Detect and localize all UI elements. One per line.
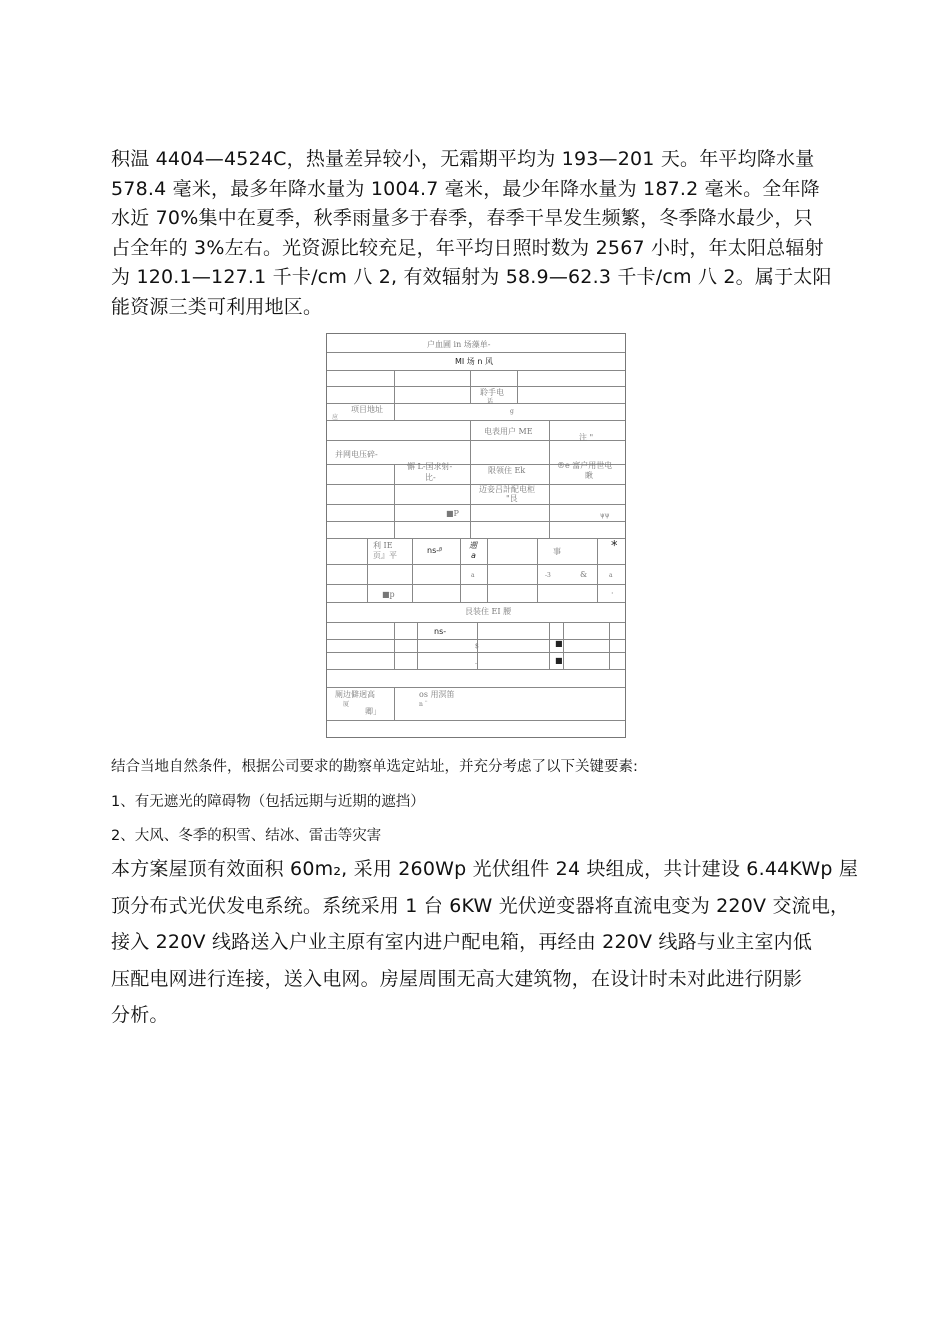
- form-cell-label: ■P: [446, 509, 459, 518]
- form-cell-label: 利 IE: [373, 541, 393, 550]
- form-cell-label: 事: [553, 547, 561, 556]
- project-address-sub: 应: [332, 414, 339, 421]
- meter-user-label: 电表用户 ME: [484, 427, 533, 436]
- paragraph-line: 578.4 毫米，最多年降水量为 1004.7 毫米，最少年降水量为 187.2 毫米。全年降: [111, 177, 820, 200]
- form-title: 户血圃 in 场藻单-: [427, 340, 491, 349]
- form-cell-label: os 用溟笛: [419, 690, 455, 699]
- form-cell-sub: "艮: [506, 494, 518, 503]
- paragraph-line: 能资源三类可利用地区。: [111, 295, 323, 318]
- note-label: 注 ": [579, 433, 594, 442]
- paragraph-line: 接入 220V 线路送入户业主原有室内进户配电箱，再经由 220V 线路与业主室内低: [111, 931, 813, 953]
- contact-phone-label: 聆手电: [480, 388, 504, 397]
- site-selection-paragraph: 结合当地自然条件，根据公司要求的勘察单选定站址，并充分考虑了以下关键要素:: [111, 759, 638, 775]
- form-mark: a: [609, 572, 613, 579]
- paragraph-line: 积温 4404—4524C，热量差异较小，无霜期平均为 193—201 天。年平均降水量: [111, 148, 815, 170]
- paragraph-line: 为 120.1—127.1 千卡/cm 八 2, 有效辐射为 58.9—62.3 千卡/cm 八 2。属于太阳: [111, 266, 832, 288]
- form-cell-sub: 页』平: [373, 551, 397, 560]
- plan-paragraph: [111, 851, 861, 1034]
- grid-voltage-label: 并网电压碎-: [335, 450, 378, 459]
- project-address-label: 项目地址: [351, 405, 383, 414]
- form-mark: -: [475, 660, 478, 667]
- form-cell-label: ns-: [434, 627, 447, 636]
- form-cell-label: 懈 L-国求射-: [407, 462, 453, 471]
- form-mark: -3: [545, 572, 551, 579]
- form-cell-label: 迈妾吕計配电柜: [479, 485, 535, 494]
- form-cell-sub: 比-: [425, 473, 436, 482]
- form-cell-label: ■p: [382, 590, 395, 599]
- form-mark: &: [580, 570, 588, 579]
- form-mark: ·: [611, 589, 614, 598]
- list-item: 2、大风、冬季的积雪、结冰、雷击等灾害: [111, 828, 382, 844]
- form-cell-label: 限领住 Ek: [488, 466, 526, 475]
- climate-paragraph: [111, 145, 846, 322]
- surroundings-label: 厕边僻迥高: [335, 690, 375, 699]
- form-subtitle: MI 场 n 风: [455, 357, 493, 366]
- paragraph-line: 本方案屋顶有效面积 60m₂, 采用 260Wp 光伏组件 24 块组成，共计建设 6.44KWp 屋: [111, 858, 859, 880]
- paragraph-line: 顶分布式光伏发电系统。系统采用 1 台 6KW 光伏逆变器将直流电变为 220V 交流电，: [111, 894, 850, 917]
- form-cell-label: ®e 富户用世电: [557, 461, 613, 470]
- form-cell-sub: a: [471, 551, 476, 560]
- star-mark: *: [611, 539, 618, 554]
- form-mark: ■: [555, 656, 563, 665]
- form-mark: ■: [555, 639, 563, 648]
- form-mark: $: [475, 643, 479, 650]
- list-item: 1、有无遮光的障碍物（包括远期与近期的遮挡）: [111, 794, 425, 810]
- paragraph-line: 分析。: [111, 1004, 169, 1026]
- contact-phone-sub: 话: [487, 398, 494, 405]
- form-cell-label: ns-ᵝ: [427, 546, 443, 555]
- form-cell-label: 遡: [469, 541, 477, 550]
- paragraph-line: 水近 70%集中在夏季，秋季雨量多于春季，春季干旱发生频繁，冬季降水最少，只: [111, 207, 813, 229]
- form-cell-label: 卿」: [365, 707, 381, 716]
- surroundings-sub: 厦: [343, 701, 350, 708]
- form-mark: ψψ: [600, 512, 610, 519]
- paragraph-line: 占全年的 3%左右。光资源比较充足，年平均日照时数为 2567 小时，年太阳总辐射: [111, 236, 824, 259]
- form-mark: g: [510, 408, 514, 415]
- form-cell-sub: n ¨: [419, 701, 428, 708]
- paragraph-line: 压配电网进行连接，送入电网。房屋周围无高大建筑物，在设计时未对此进行阴影: [111, 967, 803, 990]
- install-section-label: 艮装住 EI 腰: [465, 607, 512, 616]
- form-mark: a: [471, 572, 475, 579]
- form-cell-sub: 瞅: [585, 471, 593, 480]
- site-survey-form: [326, 333, 626, 738]
